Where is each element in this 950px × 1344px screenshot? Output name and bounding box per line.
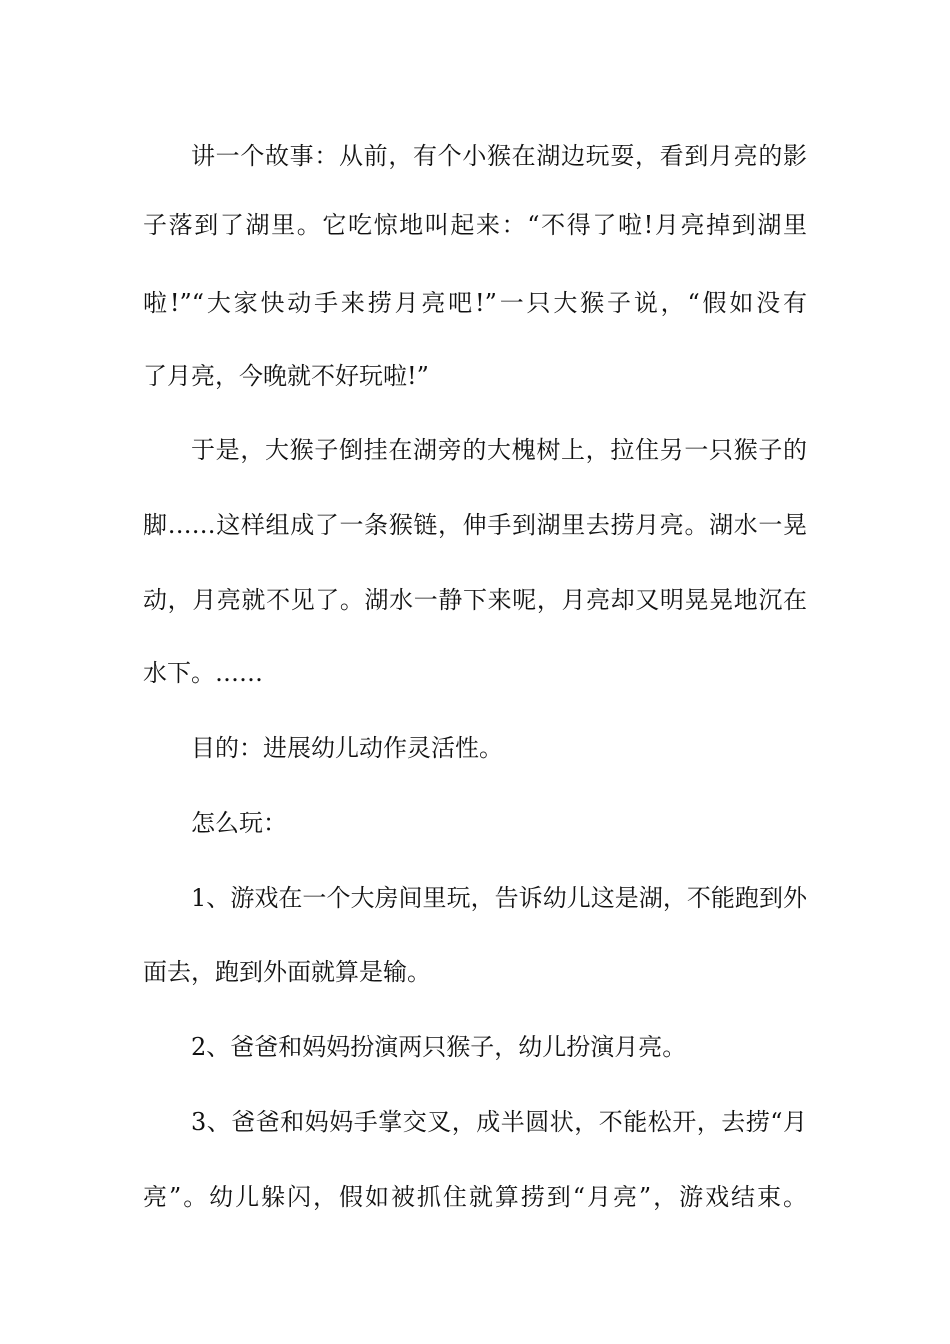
story-line-7: 动，月亮就不见了。湖水一静下来呢，月亮却又明晃晃地沉在 [143,586,807,614]
how-to-play-heading: 怎么玩： [191,809,287,837]
rule-3-line-1: 3、爸爸和妈妈手掌交叉，成半圆状，不能松开，去捞“月 [191,1108,807,1136]
story-line-3: 啦!”“大家快动手来捞月亮吧!”一只大猴子说，“假如没有 [143,289,807,317]
story-line-6: 脚……这样组成了一条猴链，伸手到湖里去捞月亮。湖水一晃 [143,511,807,539]
rule-1-line-1: 1、游戏在一个大房间里玩，告诉幼儿这是湖，不能跑到外 [191,884,807,912]
story-line-2: 子落到了湖里。它吃惊地叫起来：“不得了啦!月亮掉到湖里 [143,211,807,239]
rule-2-line: 2、爸爸和妈妈扮演两只猴子，幼儿扮演月亮。 [191,1033,687,1061]
story-line-5: 于是，大猴子倒挂在湖旁的大槐树上，拉住另一只猴子的 [191,436,807,464]
story-line-1: 讲一个故事：从前，有个小猴在湖边玩耍，看到月亮的影 [191,142,807,170]
rule-1-line-2: 面去，跑到外面就算是输。 [143,958,431,986]
rule-3-line-2: 亮”。幼儿躲闪，假如被抓住就算捞到“月亮”，游戏结束。 [143,1183,807,1211]
story-line-4: 了月亮，今晚就不好玩啦!” [143,362,429,390]
purpose-line: 目的：进展幼儿动作灵活性。 [191,734,503,762]
story-line-8: 水下。…… [143,659,263,687]
